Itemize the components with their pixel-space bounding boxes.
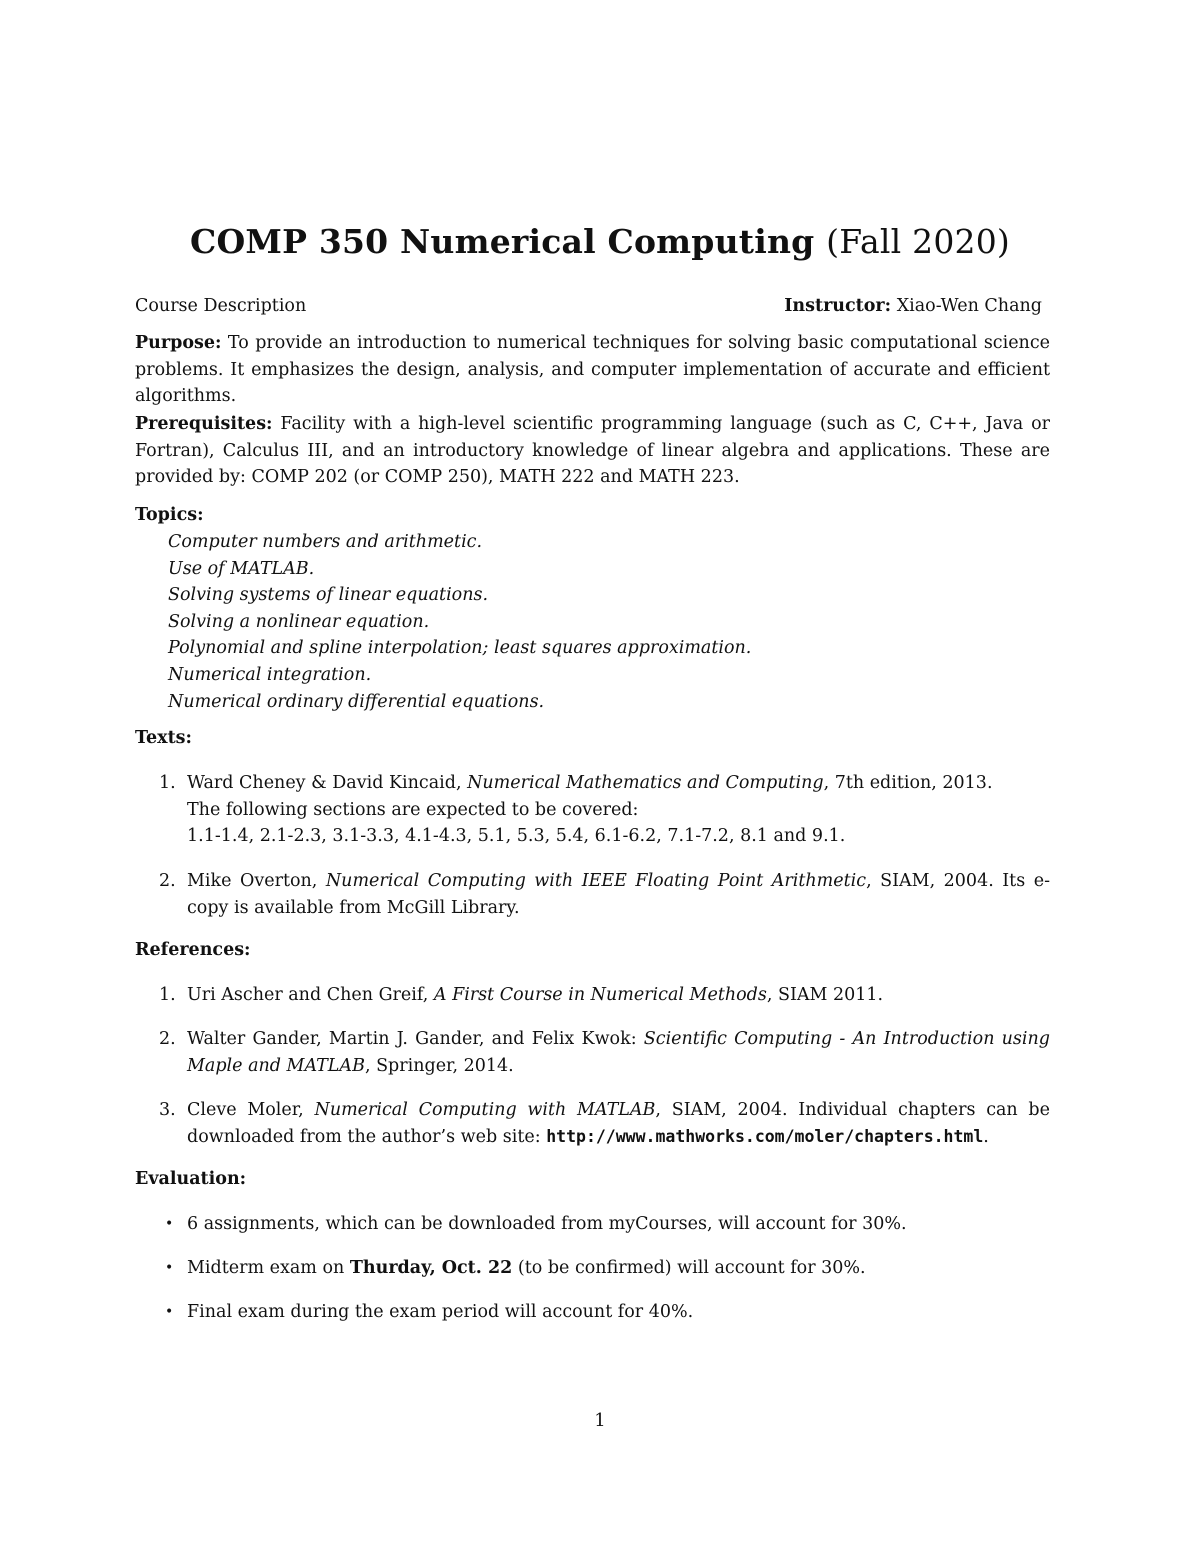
reference-item: 2. Walter Gander, Martin J. Gander, and Felix Kwok: Scientific Computing - An Introduction using Maple and MATLAB, Springer, 2014. bbox=[135, 1026, 1050, 1079]
topic-item: Numerical ordinary differential equations. bbox=[168, 691, 545, 712]
reference-item: 1. Uri Ascher and Chen Greif, A First Course in Numerical Methods, SIAM 2011. bbox=[135, 982, 1050, 1009]
book-title: A First Course in Numerical Methods bbox=[433, 985, 767, 1005]
topic-item: Solving systems of linear equations. bbox=[168, 585, 489, 606]
reference-item: 3. Cleve Moler, Numerical Computing with MATLAB, SIAM, 2004. Individual chapters can be downloaded from the author’s web site: http://www.mathworks.com/moler/chapters.html. bbox=[135, 1097, 1050, 1150]
book-title: Numerical Computing with MATLAB bbox=[314, 1100, 656, 1120]
reference-item-number: 1. bbox=[159, 985, 176, 1005]
course-description-label: Course Description bbox=[135, 296, 307, 316]
prerequisites-paragraph bbox=[135, 411, 1050, 491]
references-list-2 bbox=[135, 1026, 1050, 1079]
topic-item: Use of MATLAB. bbox=[168, 558, 315, 579]
evaluation-list-2 bbox=[135, 1255, 1050, 1282]
instructor-label: Instructor: bbox=[784, 296, 892, 316]
midterm-date: Thurday, Oct. 22 bbox=[349, 1258, 513, 1278]
topic-item: Solving a nonlinear equation. bbox=[168, 611, 430, 632]
evaluation-list bbox=[135, 1211, 1050, 1238]
instructor-info bbox=[784, 293, 1042, 320]
topics-list bbox=[168, 529, 751, 715]
references-heading: References: bbox=[135, 940, 251, 960]
texts-list-2 bbox=[135, 868, 1050, 921]
covered-sections: 1.1-1.4, 2.1-2.3, 3.1-3.3, 4.1-4.3, 5.1, 5.3, 5.4, 6.1-6.2, 7.1-7.2, 8.1 and 9.1. bbox=[187, 826, 846, 846]
text-item-number: 2. bbox=[159, 871, 176, 891]
texts-list bbox=[135, 770, 1050, 850]
book-title: Numerical Mathematics and Computing bbox=[467, 773, 824, 793]
reference-item-number: 3. bbox=[159, 1100, 176, 1120]
purpose-text: To provide an introduction to numerical techniques for solving basic computational science problems. It emphasizes the design, analysis, and computer implementation of accurate and efficient algorithms. bbox=[135, 333, 1050, 406]
document-title bbox=[0, 222, 1200, 261]
topics-heading: Topics: bbox=[135, 505, 204, 525]
prerequisites-label: Prerequisites: bbox=[135, 414, 273, 434]
instructor-name: Xiao-Wen Chang bbox=[896, 296, 1042, 316]
bullet-icon: • bbox=[165, 1304, 174, 1320]
topic-item: Polynomial and spline interpolation; least squares approximation. bbox=[168, 638, 752, 659]
references-list bbox=[135, 982, 1050, 1009]
purpose-label: Purpose: bbox=[135, 333, 222, 353]
evaluation-heading: Evaluation: bbox=[135, 1169, 247, 1189]
book-title: Scientific Computing - An Introduction using Maple and MATLAB bbox=[187, 1029, 1050, 1076]
evaluation-list-3 bbox=[135, 1299, 1050, 1326]
topic-item: Numerical integration. bbox=[168, 664, 372, 685]
bullet-icon: • bbox=[165, 1260, 174, 1276]
course-line bbox=[135, 293, 1050, 320]
evaluation-item: • Midterm exam on Thurday, Oct. 22 (to be confirmed) will account for 30%. bbox=[135, 1255, 1050, 1282]
title-main: COMP 350 Numerical Computing bbox=[190, 222, 815, 261]
reference-item-number: 2. bbox=[159, 1029, 176, 1049]
references-list-3 bbox=[135, 1097, 1050, 1150]
text-item: 1. Ward Cheney & David Kincaid, Numerical Mathematics and Computing, 7th edition, 2013. The following sections are expected to be covered: 1.1-1.4, 2.1-2.3, 3.1-3.3, 4.1-4.3, 5.1, 5.3, 5.4, 6.1-6.2, 7.1-7.2, 8.1 and 9.1. bbox=[135, 770, 1050, 850]
evaluation-item: • 6 assignments, which can be downloaded from myCourses, will account for 30%. bbox=[135, 1211, 1050, 1238]
author-website-link[interactable]: http://www.mathworks.com/moler/chapters.html bbox=[546, 1126, 984, 1146]
page-number: 1 bbox=[594, 1410, 606, 1431]
text-item: 2. Mike Overton, Numerical Computing with IEEE Floating Point Arithmetic, SIAM, 2004. Its e-copy is available from McGill Library. bbox=[135, 868, 1050, 921]
text-item-number: 1. bbox=[159, 773, 176, 793]
prerequisites-text: Facility with a high-level scientific programming language (such as C, C++, Java or Fortran), Calculus III, and an introductory knowledge of linear algebra and applications. These are provided by: COMP 202 (or COMP 250), MATH 222 and MATH 223. bbox=[135, 414, 1050, 487]
bullet-icon: • bbox=[165, 1216, 174, 1232]
book-title: Numerical Computing with IEEE Floating Point Arithmetic bbox=[325, 871, 867, 891]
evaluation-item: • Final exam during the exam period will account for 40%. bbox=[135, 1299, 1050, 1326]
title-term: (Fall 2020) bbox=[826, 222, 1010, 261]
texts-heading: Texts: bbox=[135, 728, 192, 748]
topic-item: Computer numbers and arithmetic. bbox=[168, 532, 483, 552]
purpose-paragraph bbox=[135, 330, 1050, 410]
